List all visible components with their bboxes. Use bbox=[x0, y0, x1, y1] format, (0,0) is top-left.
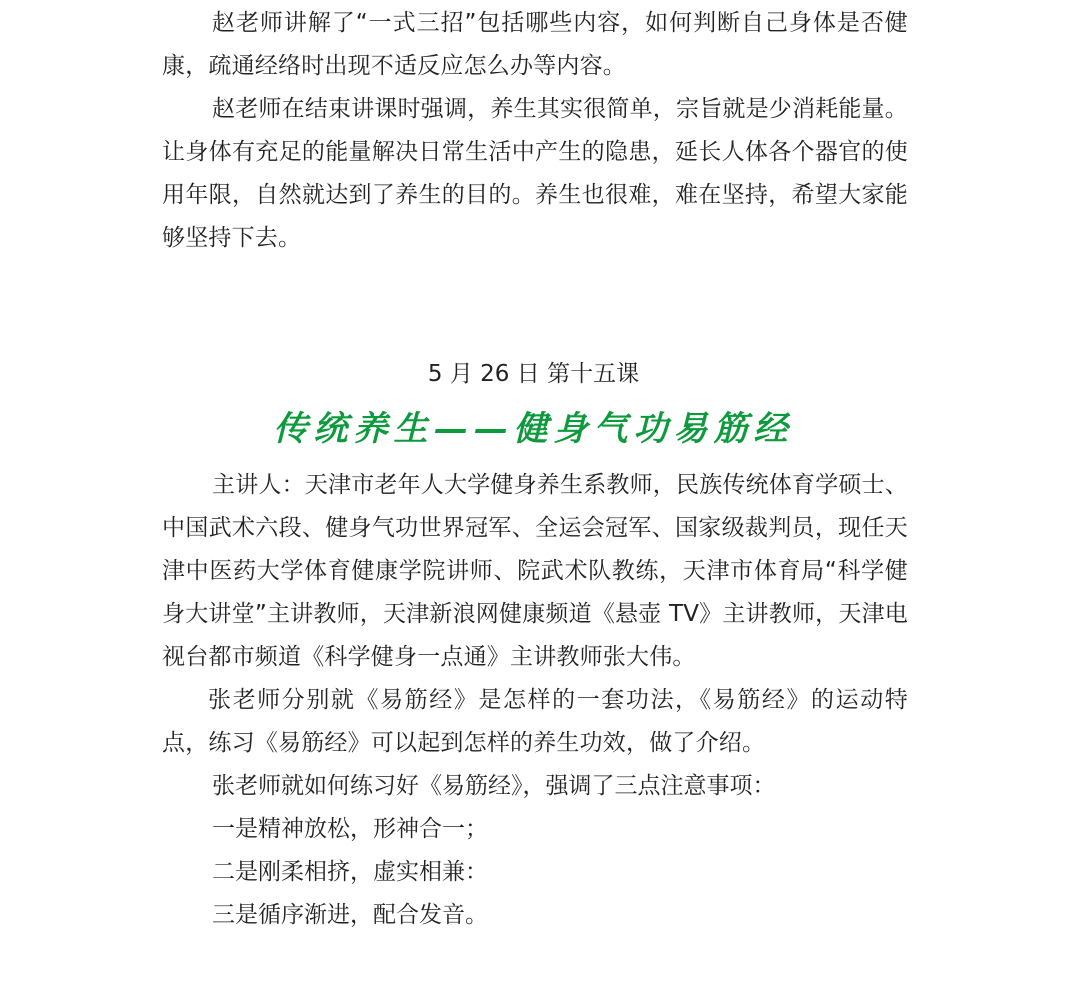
list-item: 一是精神放松，形神合一； bbox=[212, 816, 488, 842]
paragraph-three-points-heading: 张老师就如何练习好《易筋经》，强调了三点注意事项： bbox=[212, 773, 776, 799]
paragraph-one-style-three-moves: 赵老师讲解了“一式三招”包括哪些内容，如何判断自己身体是否健康，疏通经络时出现不适反应怎么办等内容。 bbox=[162, 10, 908, 79]
lesson-date-heading: 5 月 26 日 第十五课 bbox=[427, 361, 640, 387]
lesson-title: 传统养生——健身气功易筋经 bbox=[273, 409, 794, 449]
lecturer-intro: 主讲人：天津市老年人大学健身养生系教师，民族传统体育学硕士、中国武术六段、健身气功世界冠军、全运会冠军、国家级裁判员，现任天津中医药大学体育健康学院讲师、院武术队教练，天津市体育局“科学健身大讲堂”主讲教师，天津新浪网健康频道《悬壶 TV》主讲教师，天津电视台都市频道《科学健身一点通》主讲教师张大伟。 bbox=[162, 472, 908, 670]
list-item: 二是刚柔相挤，虚实相兼： bbox=[212, 859, 488, 885]
list-item: 三是循序渐进，配合发音。 bbox=[212, 902, 488, 928]
paragraph-yijinjing-intro: 张老师分别就《易筋经》是怎样的一套功法，《易筋经》的运动特点，练习《易筋经》可以起到怎样的养生功效，做了介绍。 bbox=[162, 687, 908, 756]
paragraph-health-summary: 赵老师在结束讲课时强调，养生其实很简单，宗旨就是少消耗能量。让身体有充足的能量解决日常生活中产生的隐患，延长人体各个器官的使用年限，自然就达到了养生的目的。养生也很难，难在坚持，希望大家能够坚持下去。 bbox=[162, 96, 908, 251]
